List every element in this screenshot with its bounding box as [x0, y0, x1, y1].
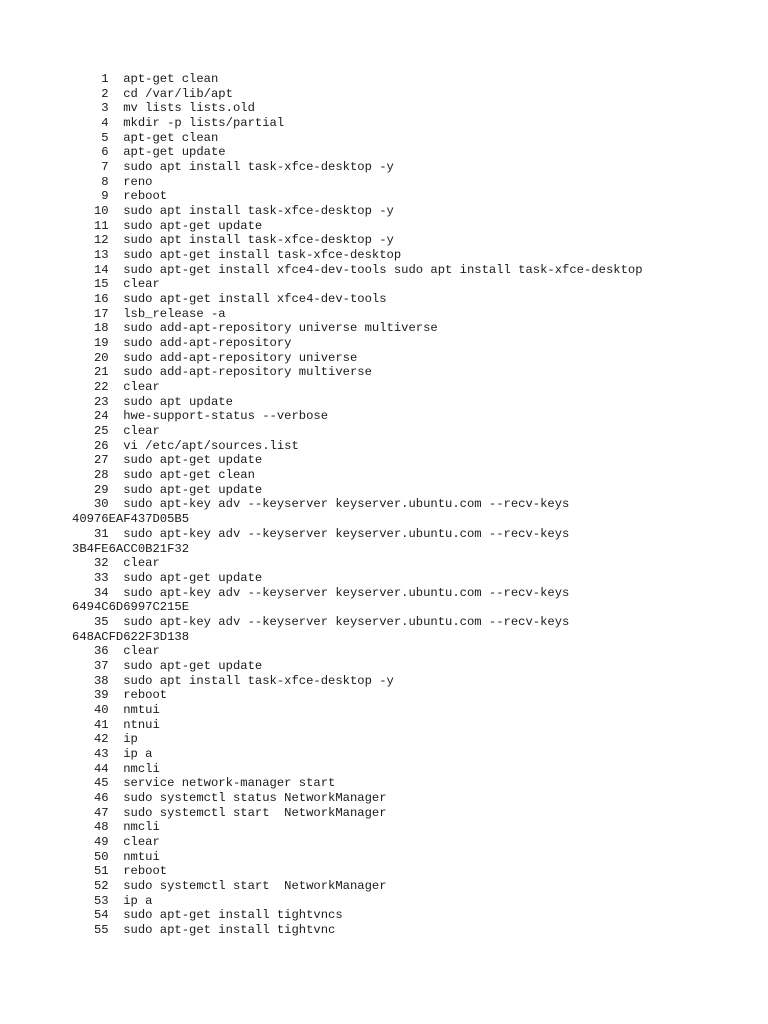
history-command: sudo add-apt-repository universe multiverse [123, 321, 438, 336]
history-command: sudo systemctl status NetworkManager [123, 790, 387, 805]
history-line [72, 820, 752, 835]
history-line-number: 35 [93, 614, 109, 629]
history-line [72, 160, 752, 175]
history-command: clear [123, 556, 160, 571]
history-command: mv lists lists.old [123, 101, 255, 116]
history-line-number: 17 [93, 306, 109, 321]
history-line-number: 24 [93, 409, 109, 424]
history-line [72, 483, 752, 498]
history-line-number: 6 [101, 145, 109, 160]
history-command: sudo apt-key adv --keyserver keyserver.ubuntu.com --recv-keys [123, 614, 570, 629]
history-line [72, 204, 752, 219]
history-line-number: 48 [93, 820, 109, 835]
history-line-number: 54 [93, 908, 109, 923]
history-line [72, 571, 752, 586]
history-line [72, 189, 752, 204]
history-command: sudo apt install task-xfce-desktop -y [123, 233, 394, 248]
history-command: nmcli [123, 761, 160, 776]
history-line [72, 468, 752, 483]
history-line [72, 219, 752, 234]
history-line-number: 36 [93, 644, 109, 659]
history-line [72, 248, 752, 263]
history-command: sudo add-apt-repository multiverse [123, 365, 372, 380]
history-line [72, 292, 752, 307]
history-line-number: 18 [93, 321, 109, 336]
history-line-number: 3 [101, 101, 109, 116]
history-line-number: 4 [101, 116, 109, 131]
history-line [72, 263, 752, 278]
history-line [72, 145, 752, 160]
history-line [72, 307, 752, 322]
history-line-number: 14 [93, 262, 109, 277]
history-line [72, 439, 752, 454]
history-line-number: 52 [93, 879, 109, 894]
history-command: sudo apt-key adv --keyserver keyserver.ubuntu.com --recv-keys [123, 585, 570, 600]
history-line-number: 19 [93, 336, 109, 351]
history-command: clear [123, 380, 160, 395]
history-line [72, 850, 752, 865]
history-command: cd /var/lib/apt [123, 86, 233, 101]
history-line [72, 321, 752, 336]
history-line-number: 41 [93, 717, 109, 732]
command-history-listing [72, 72, 752, 938]
history-line [72, 336, 752, 351]
history-command: ntnui [123, 717, 160, 732]
history-line [72, 806, 752, 821]
history-command: sudo apt-get clean [123, 468, 255, 483]
history-command: sudo apt update [123, 394, 233, 409]
history-command: reboot [123, 864, 168, 879]
history-command: sudo systemctl start NetworkManager [123, 805, 387, 820]
history-command: sudo add-apt-repository [123, 336, 292, 351]
history-command: apt-get update [123, 145, 226, 160]
history-command: clear [123, 424, 160, 439]
history-command: mkdir -p lists/partial [123, 116, 285, 131]
history-line-number: 34 [93, 585, 109, 600]
history-line [72, 879, 752, 894]
history-command: sudo apt install task-xfce-desktop -y [123, 204, 394, 219]
history-line [72, 277, 752, 292]
history-line [72, 497, 752, 526]
history-line-number: 45 [93, 776, 109, 791]
history-command-continuation: 3B4FE6ACC0B21F32 [72, 541, 190, 556]
history-command: apt-get clean [123, 72, 219, 86]
history-command: clear [123, 835, 160, 849]
history-command-continuation: 6494C6D6997C215E [72, 600, 190, 615]
history-command: sudo apt-get install tightvncs [123, 908, 343, 923]
history-line [72, 732, 752, 747]
history-line-number: 7 [101, 160, 109, 175]
history-line [72, 351, 752, 366]
history-command: sudo apt-get update [123, 218, 263, 233]
history-line-number: 22 [93, 380, 109, 395]
history-line-number: 11 [93, 218, 109, 233]
history-line-number: 33 [93, 570, 109, 585]
history-line-number: 29 [93, 482, 109, 497]
history-line [72, 175, 752, 190]
history-line-number: 28 [93, 468, 109, 483]
history-command: lsb_release -a [123, 306, 226, 321]
history-command: sudo apt-get install xfce4-dev-tools sudo apt install task-xfce-desktop [123, 262, 643, 277]
history-line [72, 688, 752, 703]
history-line [72, 586, 752, 615]
history-line-number: 10 [93, 204, 109, 219]
history-line [72, 556, 752, 571]
history-line-number: 5 [101, 130, 109, 145]
history-command: clear [123, 644, 160, 659]
history-line [72, 424, 752, 439]
history-command: sudo apt-key adv --keyserver keyserver.ubuntu.com --recv-keys [123, 526, 570, 541]
history-line-number: 1 [101, 72, 109, 86]
history-line-number: 44 [93, 761, 109, 776]
history-command: nmtui [123, 849, 160, 864]
history-line-number: 37 [93, 658, 109, 673]
history-command: sudo apt install task-xfce-desktop -y [123, 673, 394, 688]
history-command: sudo apt-get update [123, 570, 263, 585]
history-line-number: 27 [93, 453, 109, 468]
history-line [72, 703, 752, 718]
history-command: nmcli [123, 820, 160, 835]
history-command: sudo apt-get install tightvnc [123, 923, 336, 938]
history-command: ip a [123, 893, 153, 908]
history-line-number: 51 [93, 864, 109, 879]
history-command-continuation: 648ACFD622F3D138 [72, 629, 190, 644]
history-line-number: 39 [93, 688, 109, 703]
history-command: sudo apt-get install xfce4-dev-tools [123, 292, 387, 307]
history-line [72, 659, 752, 674]
history-line [72, 894, 752, 909]
history-line [72, 409, 752, 424]
history-line [72, 747, 752, 762]
history-line [72, 718, 752, 733]
history-command: sudo apt-get update [123, 482, 263, 497]
history-line-number: 30 [93, 497, 109, 512]
history-command: reboot [123, 688, 168, 703]
history-line [72, 762, 752, 777]
history-command: sudo systemctl start NetworkManager [123, 879, 387, 894]
history-line-number: 47 [93, 805, 109, 820]
history-line-number: 31 [93, 526, 109, 541]
history-command: apt-get clean [123, 130, 219, 145]
history-line-number: 16 [93, 292, 109, 307]
history-line-number: 12 [93, 233, 109, 248]
history-command: vi /etc/apt/sources.list [123, 438, 299, 453]
history-line [72, 923, 752, 938]
history-line [72, 131, 752, 146]
history-line [72, 380, 752, 395]
history-line-number: 8 [101, 174, 109, 189]
history-line-number: 32 [93, 556, 109, 571]
history-line [72, 776, 752, 791]
history-line [72, 864, 752, 879]
history-line-number: 55 [93, 923, 109, 938]
history-line [72, 908, 752, 923]
history-line [72, 72, 752, 87]
history-line-number: 46 [93, 790, 109, 805]
history-line-number: 43 [93, 746, 109, 761]
history-command: service network-manager start [123, 776, 336, 791]
history-line [72, 644, 752, 659]
history-command: sudo apt-get install task-xfce-desktop [123, 248, 402, 263]
history-line-number: 15 [93, 277, 109, 292]
history-line-number: 23 [93, 394, 109, 409]
history-command: hwe-support-status --verbose [123, 409, 329, 424]
history-line-number: 49 [93, 835, 109, 849]
history-line [72, 233, 752, 248]
history-command: sudo apt-get update [123, 453, 263, 468]
history-command: sudo apt-get update [123, 658, 263, 673]
history-command: sudo apt install task-xfce-desktop -y [123, 160, 394, 175]
history-line [72, 395, 752, 410]
history-line [72, 87, 752, 102]
history-command: clear [123, 277, 160, 292]
history-line-number: 25 [93, 424, 109, 439]
history-line [72, 527, 752, 556]
history-line [72, 101, 752, 116]
history-line-number: 9 [101, 189, 109, 204]
history-line [72, 453, 752, 468]
history-line [72, 116, 752, 131]
history-line-number: 20 [93, 350, 109, 365]
history-command: nmtui [123, 702, 160, 717]
history-line-number: 21 [93, 365, 109, 380]
history-line-number: 13 [93, 248, 109, 263]
history-command-continuation: 40976EAF437D05B5 [72, 512, 190, 527]
history-line-number: 26 [93, 438, 109, 453]
history-line [72, 674, 752, 689]
history-line-number: 2 [101, 86, 109, 101]
history-line [72, 791, 752, 806]
history-line-number: 38 [93, 673, 109, 688]
history-line-number: 42 [93, 732, 109, 747]
history-line [72, 615, 752, 644]
history-command: ip [123, 732, 138, 747]
history-line [72, 835, 752, 850]
history-line-number: 50 [93, 849, 109, 864]
history-command: ip a [123, 746, 153, 761]
history-line [72, 365, 752, 380]
history-line-number: 40 [93, 702, 109, 717]
history-command: sudo add-apt-repository universe [123, 350, 358, 365]
history-command: reno [123, 174, 153, 189]
history-command: reboot [123, 189, 168, 204]
history-line-number: 53 [93, 893, 109, 908]
history-command: sudo apt-key adv --keyserver keyserver.ubuntu.com --recv-keys [123, 497, 570, 512]
